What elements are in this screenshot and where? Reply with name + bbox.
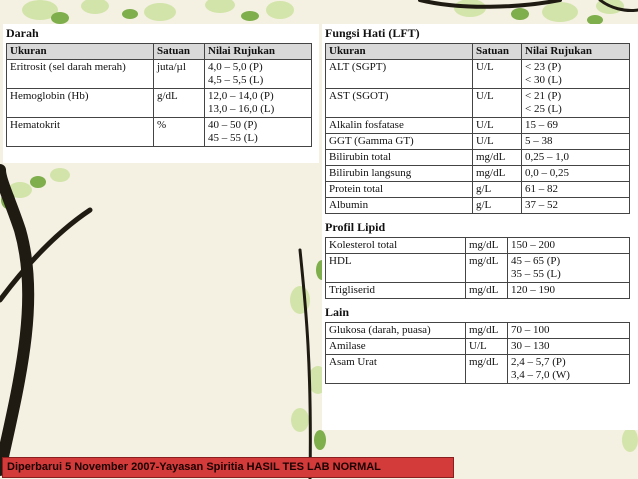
darah-row bbox=[7, 118, 312, 147]
fungsi-hati-row-unit: mg/dL bbox=[473, 166, 522, 182]
darah-row-unit: g/dL bbox=[154, 89, 205, 118]
darah-title: Darah bbox=[6, 26, 39, 40]
profil-lipid-row-value: 45 – 65 (P) bbox=[511, 255, 561, 267]
lain-row-value: 70 – 100 bbox=[511, 324, 550, 336]
profil-lipid-rows bbox=[326, 238, 630, 299]
fungsi-hati-row-unit: U/L bbox=[473, 60, 522, 89]
lain-row-values bbox=[508, 323, 630, 339]
fungsi-hati-row-value: 15 – 69 bbox=[525, 119, 558, 131]
darah-row bbox=[7, 60, 312, 89]
darah-header-row bbox=[7, 44, 312, 60]
lain-title: Lain bbox=[325, 305, 350, 319]
fungsi-hati-header-row bbox=[326, 44, 630, 60]
darah-row-value: 4,0 – 5,0 (P) bbox=[208, 61, 263, 73]
fungsi-hati-row-name: Bilirubin langsung bbox=[326, 166, 473, 182]
fungsi-hati-row-values bbox=[522, 182, 630, 198]
darah-col-nilai: Nilai Rujukan bbox=[205, 44, 312, 60]
fungsi-hati-row-values bbox=[522, 166, 630, 182]
fungsi-hati-row-name: Albumin bbox=[326, 198, 473, 214]
darah-row-value: 13,0 – 16,0 (L) bbox=[208, 103, 275, 115]
lain-row-name: Amilase bbox=[326, 339, 466, 355]
lain-row-values bbox=[508, 339, 630, 355]
profil-lipid-row-values bbox=[508, 283, 630, 299]
fungsi-hati-row-value: < 21 (P) bbox=[525, 90, 562, 102]
darah-row-unit: juta/µl bbox=[154, 60, 205, 89]
profil-lipid-row-values bbox=[508, 238, 630, 254]
profil-lipid-table bbox=[325, 237, 630, 299]
lain-row bbox=[326, 339, 630, 355]
fungsi-hati-row-values bbox=[522, 118, 630, 134]
fungsi-hati-row-value: 37 – 52 bbox=[525, 199, 558, 211]
fungsi-hati-table bbox=[325, 43, 630, 214]
fungsi-hati-row-value: 61 – 82 bbox=[525, 183, 558, 195]
darah-row-name: Eritrosit (sel darah merah) bbox=[7, 60, 154, 89]
darah-rows bbox=[7, 60, 312, 147]
fungsi-hati-row bbox=[326, 134, 630, 150]
darah-row-value: 45 – 55 (L) bbox=[208, 132, 258, 144]
darah-row-values bbox=[205, 89, 312, 118]
fungsi-hati-row-unit: g/L bbox=[473, 182, 522, 198]
fungsi-hati-rows bbox=[326, 60, 630, 214]
profil-lipid-row-name: Kolesterol total bbox=[326, 238, 466, 254]
darah-col-satuan: Satuan bbox=[154, 44, 205, 60]
darah-table bbox=[6, 43, 312, 147]
darah-row-values bbox=[205, 118, 312, 147]
profil-lipid-row bbox=[326, 238, 630, 254]
profil-lipid-row-value: 35 – 55 (L) bbox=[511, 268, 561, 280]
profil-lipid-row-value: 120 – 190 bbox=[511, 284, 555, 296]
darah-panel bbox=[3, 24, 319, 163]
right-panel bbox=[322, 24, 638, 430]
lain-rows bbox=[326, 323, 630, 384]
fungsi-hati-row bbox=[326, 198, 630, 214]
darah-row-value: 40 – 50 (P) bbox=[208, 119, 258, 131]
profil-lipid-title: Profil Lipid bbox=[325, 220, 386, 234]
fungsi-hati-row bbox=[326, 89, 630, 118]
fungsi-hati-row-unit: U/L bbox=[473, 134, 522, 150]
darah-row-unit: % bbox=[154, 118, 205, 147]
profil-lipid-row-unit: mg/dL bbox=[466, 238, 508, 254]
profil-lipid-row bbox=[326, 283, 630, 299]
darah-row-name: Hemoglobin (Hb) bbox=[7, 89, 154, 118]
fungsi-hati-row-name: ALT (SGPT) bbox=[326, 60, 473, 89]
fungsi-hati-row-unit: U/L bbox=[473, 89, 522, 118]
fungsi-hati-row-name: AST (SGOT) bbox=[326, 89, 473, 118]
fungsi-hati-row-unit: g/L bbox=[473, 198, 522, 214]
darah-row-value: 4,5 – 5,5 (L) bbox=[208, 74, 264, 86]
darah-row-name: Hematokrit bbox=[7, 118, 154, 147]
fungsi-hati-row-name: Bilirubin total bbox=[326, 150, 473, 166]
fungsi-hati-row bbox=[326, 60, 630, 89]
fungsi-hati-row-unit: mg/dL bbox=[473, 150, 522, 166]
fungsi-hati-row-value: 5 – 38 bbox=[525, 135, 553, 147]
fungsi-hati-col-ukuran: Ukuran bbox=[326, 44, 473, 60]
lain-row-unit: mg/dL bbox=[466, 355, 508, 384]
fungsi-hati-row bbox=[326, 182, 630, 198]
footer-caption: Diperbarui 5 November 2007-Yayasan Spiritia HASIL TES LAB NORMAL bbox=[2, 457, 454, 478]
profil-lipid-row-unit: mg/dL bbox=[466, 283, 508, 299]
fungsi-hati-row-values bbox=[522, 134, 630, 150]
lain-row-value: 3,4 – 7,0 (W) bbox=[511, 369, 570, 381]
darah-col-ukuran: Ukuran bbox=[7, 44, 154, 60]
profil-lipid-row-name: HDL bbox=[326, 254, 466, 283]
darah-row-value: 12,0 – 14,0 (P) bbox=[208, 90, 274, 102]
fungsi-hati-row-name: Alkalin fosfatase bbox=[326, 118, 473, 134]
fungsi-hati-col-nilai: Nilai Rujukan bbox=[522, 44, 630, 60]
darah-row bbox=[7, 89, 312, 118]
lain-row-unit: U/L bbox=[466, 339, 508, 355]
fungsi-hati-row-name: Protein total bbox=[326, 182, 473, 198]
profil-lipid-row-values bbox=[508, 254, 630, 283]
fungsi-hati-row-value: 0,25 – 1,0 bbox=[525, 151, 569, 163]
profil-lipid-row-name: Trigliserid bbox=[326, 283, 466, 299]
fungsi-hati-title: Fungsi Hati (LFT) bbox=[325, 26, 420, 40]
lain-row bbox=[326, 323, 630, 339]
fungsi-hati-row-name: GGT (Gamma GT) bbox=[326, 134, 473, 150]
lain-row-value: 30 – 130 bbox=[511, 340, 550, 352]
fungsi-hati-row-value: < 25 (L) bbox=[525, 103, 562, 115]
lain-row-values bbox=[508, 355, 630, 384]
lain-row-unit: mg/dL bbox=[466, 323, 508, 339]
fungsi-hati-row bbox=[326, 166, 630, 182]
lain-row-name: Asam Urat bbox=[326, 355, 466, 384]
fungsi-hati-row bbox=[326, 150, 630, 166]
fungsi-hati-row-values bbox=[522, 89, 630, 118]
profil-lipid-row-value: 150 – 200 bbox=[511, 239, 555, 251]
lain-row-value: 2,4 – 5,7 (P) bbox=[511, 356, 566, 368]
fungsi-hati-row-value: 0,0 – 0,25 bbox=[525, 167, 569, 179]
fungsi-hati-col-satuan: Satuan bbox=[473, 44, 522, 60]
lain-table bbox=[325, 322, 630, 384]
profil-lipid-row bbox=[326, 254, 630, 283]
lain-row bbox=[326, 355, 630, 384]
profil-lipid-row-unit: mg/dL bbox=[466, 254, 508, 283]
lain-row-name: Glukosa (darah, puasa) bbox=[326, 323, 466, 339]
fungsi-hati-row-unit: U/L bbox=[473, 118, 522, 134]
fungsi-hati-row-values bbox=[522, 150, 630, 166]
darah-row-values bbox=[205, 60, 312, 89]
fungsi-hati-row-values bbox=[522, 60, 630, 89]
fungsi-hati-row-value: < 23 (P) bbox=[525, 61, 562, 73]
fungsi-hati-row bbox=[326, 118, 630, 134]
fungsi-hati-row-values bbox=[522, 198, 630, 214]
fungsi-hati-row-value: < 30 (L) bbox=[525, 74, 562, 86]
